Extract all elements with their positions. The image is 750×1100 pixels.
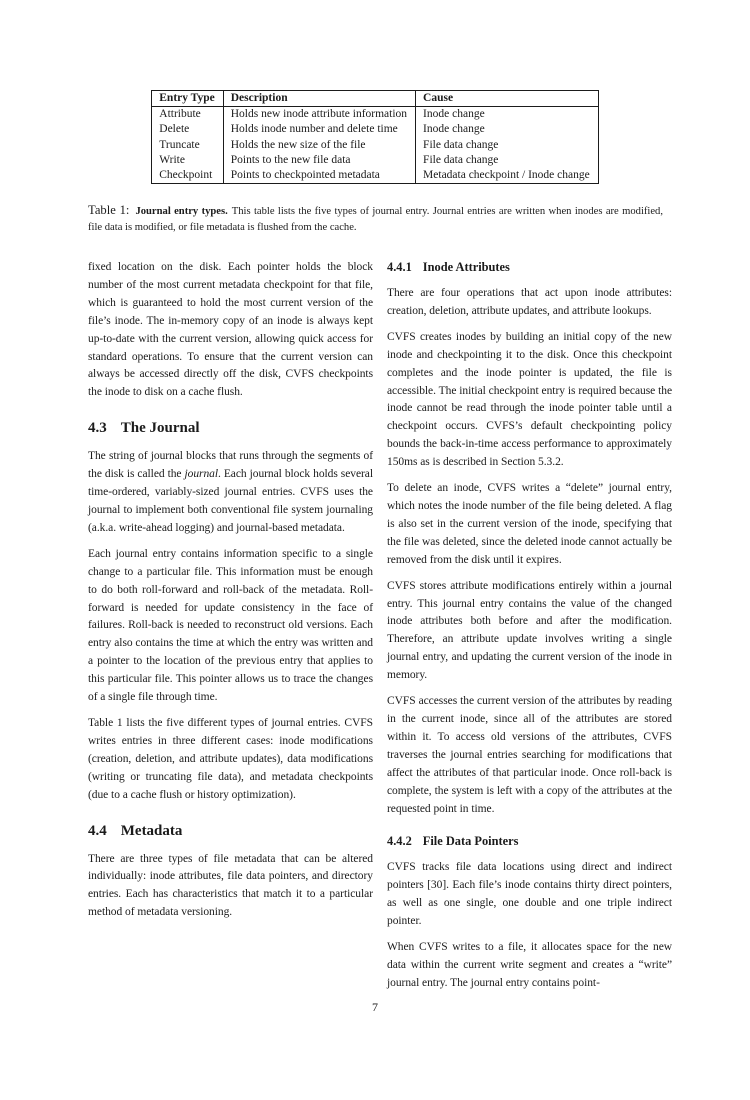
subsection-number: 4.4.1 [387, 260, 412, 275]
right-column [387, 259, 672, 1001]
table-header-row [152, 91, 598, 107]
table-row [152, 107, 598, 123]
cell-entry-type: Checkpoint [159, 169, 213, 182]
cell-description: Holds new inode attribute information [223, 107, 415, 123]
paragraph-inode-deletion: To delete an inode, CVFS writes a “delete” journal entry, which notes the inode number of the file being deleted. A flag is also set in the current version of the inode, specifying that the file was deleted, since the deleted inode cannot actually be removed from the disk until it expires. [387, 482, 672, 566]
subsection-title: File Data Pointers [422, 834, 519, 849]
table-caption [88, 203, 663, 235]
column-header-entry-type: Entry Type [152, 91, 223, 107]
paragraph-write-journal-entry: When CVFS writes to a file, it allocates space for the new data within the current write segment and creates a “write” journal entry. The journal entry contains point- [387, 941, 672, 989]
paragraph-attribute-access: CVFS accesses the current version of the attributes by reading in the current inode, since all of the attributes are stored within it. To access old versions of the attributes, CVFS traverses the journal entries searching for modifications that affect the attributes of that particular inode. Once roll-back is complete, the system is left with a copy of the attributes at the requested point in time. [387, 695, 672, 815]
cell-description: Points to checkpointed metadata [223, 168, 415, 184]
cell-entry-type: Delete [159, 123, 190, 136]
cell-cause: Inode change [416, 122, 599, 137]
section-title: Metadata [120, 822, 183, 839]
cell-entry-type: Truncate [159, 138, 200, 151]
cell-cause: File data change [416, 153, 599, 168]
table-row [152, 168, 598, 184]
left-column [88, 259, 373, 1001]
paragraph-metadata-types: There are three types of file metadata that can be altered individually: inode attributes, file data pointers, and directory entries. Each has characteristics that match it to a particular method of metadata versioning. [88, 852, 373, 919]
table-row [152, 122, 598, 137]
section-number: 4.4 [88, 822, 107, 839]
table-caption-text: This table lists the five types of journal entry. Journal entries are written when inodes are modified, file data is modified, or file metadata is flushed from the cache. [88, 206, 664, 233]
section-number: 4.3 [88, 420, 107, 437]
table-caption-label: Table 1: [88, 203, 130, 218]
cell-description: Points to the new file data [223, 153, 415, 168]
journal-italic-term: journal [184, 468, 218, 481]
subsection-title: Inode Attributes [422, 260, 510, 275]
paragraph-inode-checkpoint: fixed location on the disk. Each pointer holds the block number of the most current metadata checkpoint for that file, which is guaranteed to hold the most current version of the file’s inode. The in-memory copy of an inode is always kept up-to-date with the current version, allowing quick access for standard operations. To ensure that the current version can always be accessed directly off the disk, CVFS checkpoints the inode to disk on a cache flush. [88, 261, 373, 399]
section-heading-metadata [88, 822, 373, 840]
cell-description: Holds inode number and delete time [223, 122, 415, 137]
paragraph-journal-definition [88, 448, 373, 538]
subsection-number: 4.4.2 [387, 834, 412, 849]
paragraph-table1-cases: Table 1 lists the five different types of journal entries. CVFS writes entries in three different cases: inode modifications (creation, deletion, and attribute updates), data modifications (writing or truncating file data), and metadata checkpoints (due to a cache flush or history optimization). [88, 716, 373, 801]
paragraph-data-pointers: CVFS tracks file data locations using direct and indirect pointers [30]. Each file’s inode contains thirty direct pointers, as well as one single, one double and one triple indirect pointer. [387, 861, 672, 928]
paragraph-four-operations: There are four operations that act upon inode attributes: creation, deletion, attribute updates, and attribute lookups. [387, 287, 672, 317]
table-row [152, 138, 598, 153]
journal-entry-types-table [151, 90, 598, 184]
column-header-description: Description [223, 91, 415, 107]
section-title: The Journal [120, 420, 200, 437]
paragraph-text: . Each journal block holds several time-ordered, variably-sized journal entries. CVFS uses the journal to implement both conventional file system journaling (a.k.a. write-ahead logging) and journal-based metadata. [88, 468, 373, 534]
paragraph-inode-creation: CVFS creates inodes by building an initial copy of the new inode and checkpointing it to the disk. Once this checkpoint completes and the inode pointer is updated, the file is accessible. The initial checkpoint entry is required because the inode cannot be read through the inode pointer table until a checkpoint occurs. CVFS’s default checkpointing policy bounds the back-in-time access performance to approximately 150ms as is described in Section 5.3.2. [387, 330, 672, 469]
cell-cause: Inode change [416, 107, 599, 123]
subsection-heading-file-data-pointers [387, 834, 672, 849]
cell-entry-type: Attribute [159, 108, 201, 121]
paragraph-journal-entry-contents: Each journal entry contains information specific to a single change to a particular file. This information must be enough to do both roll-forward and roll-back of the metadata. Roll-forward is needed for update consistency in the face of failures. Roll-back is needed to reconstruct old versions. Each entry also contains the time at which the entry was written and a pointer to the location of the previous entry that applies to this particular file. This pointer allows us to trace the changes of a single file through time. [88, 547, 373, 704]
paragraph-text: The string of journal blocks that runs through the segments of the disk is called the [88, 450, 373, 481]
page-number: 7 [372, 1000, 378, 1014]
table-caption-title: Journal entry types. [135, 206, 228, 218]
table-row [152, 153, 598, 168]
cell-cause: File data change [416, 138, 599, 153]
section-heading-the-journal [88, 419, 373, 437]
paragraph-attribute-modifications: CVFS stores attribute modifications entirely within a journal entry. This journal entry contains the value of the changed inode attributes both before and after the modification. Therefore, an attribute update involves writing a single journal entry, and updating the current version of the inode in memory. [387, 579, 672, 682]
cell-cause: Metadata checkpoint / Inode change [416, 168, 599, 184]
column-header-cause: Cause [416, 91, 599, 107]
cell-entry-type: Write [159, 153, 185, 166]
subsection-heading-inode-attributes [387, 260, 672, 275]
cell-description: Holds the new size of the file [223, 138, 415, 153]
two-column-body [88, 259, 672, 1001]
